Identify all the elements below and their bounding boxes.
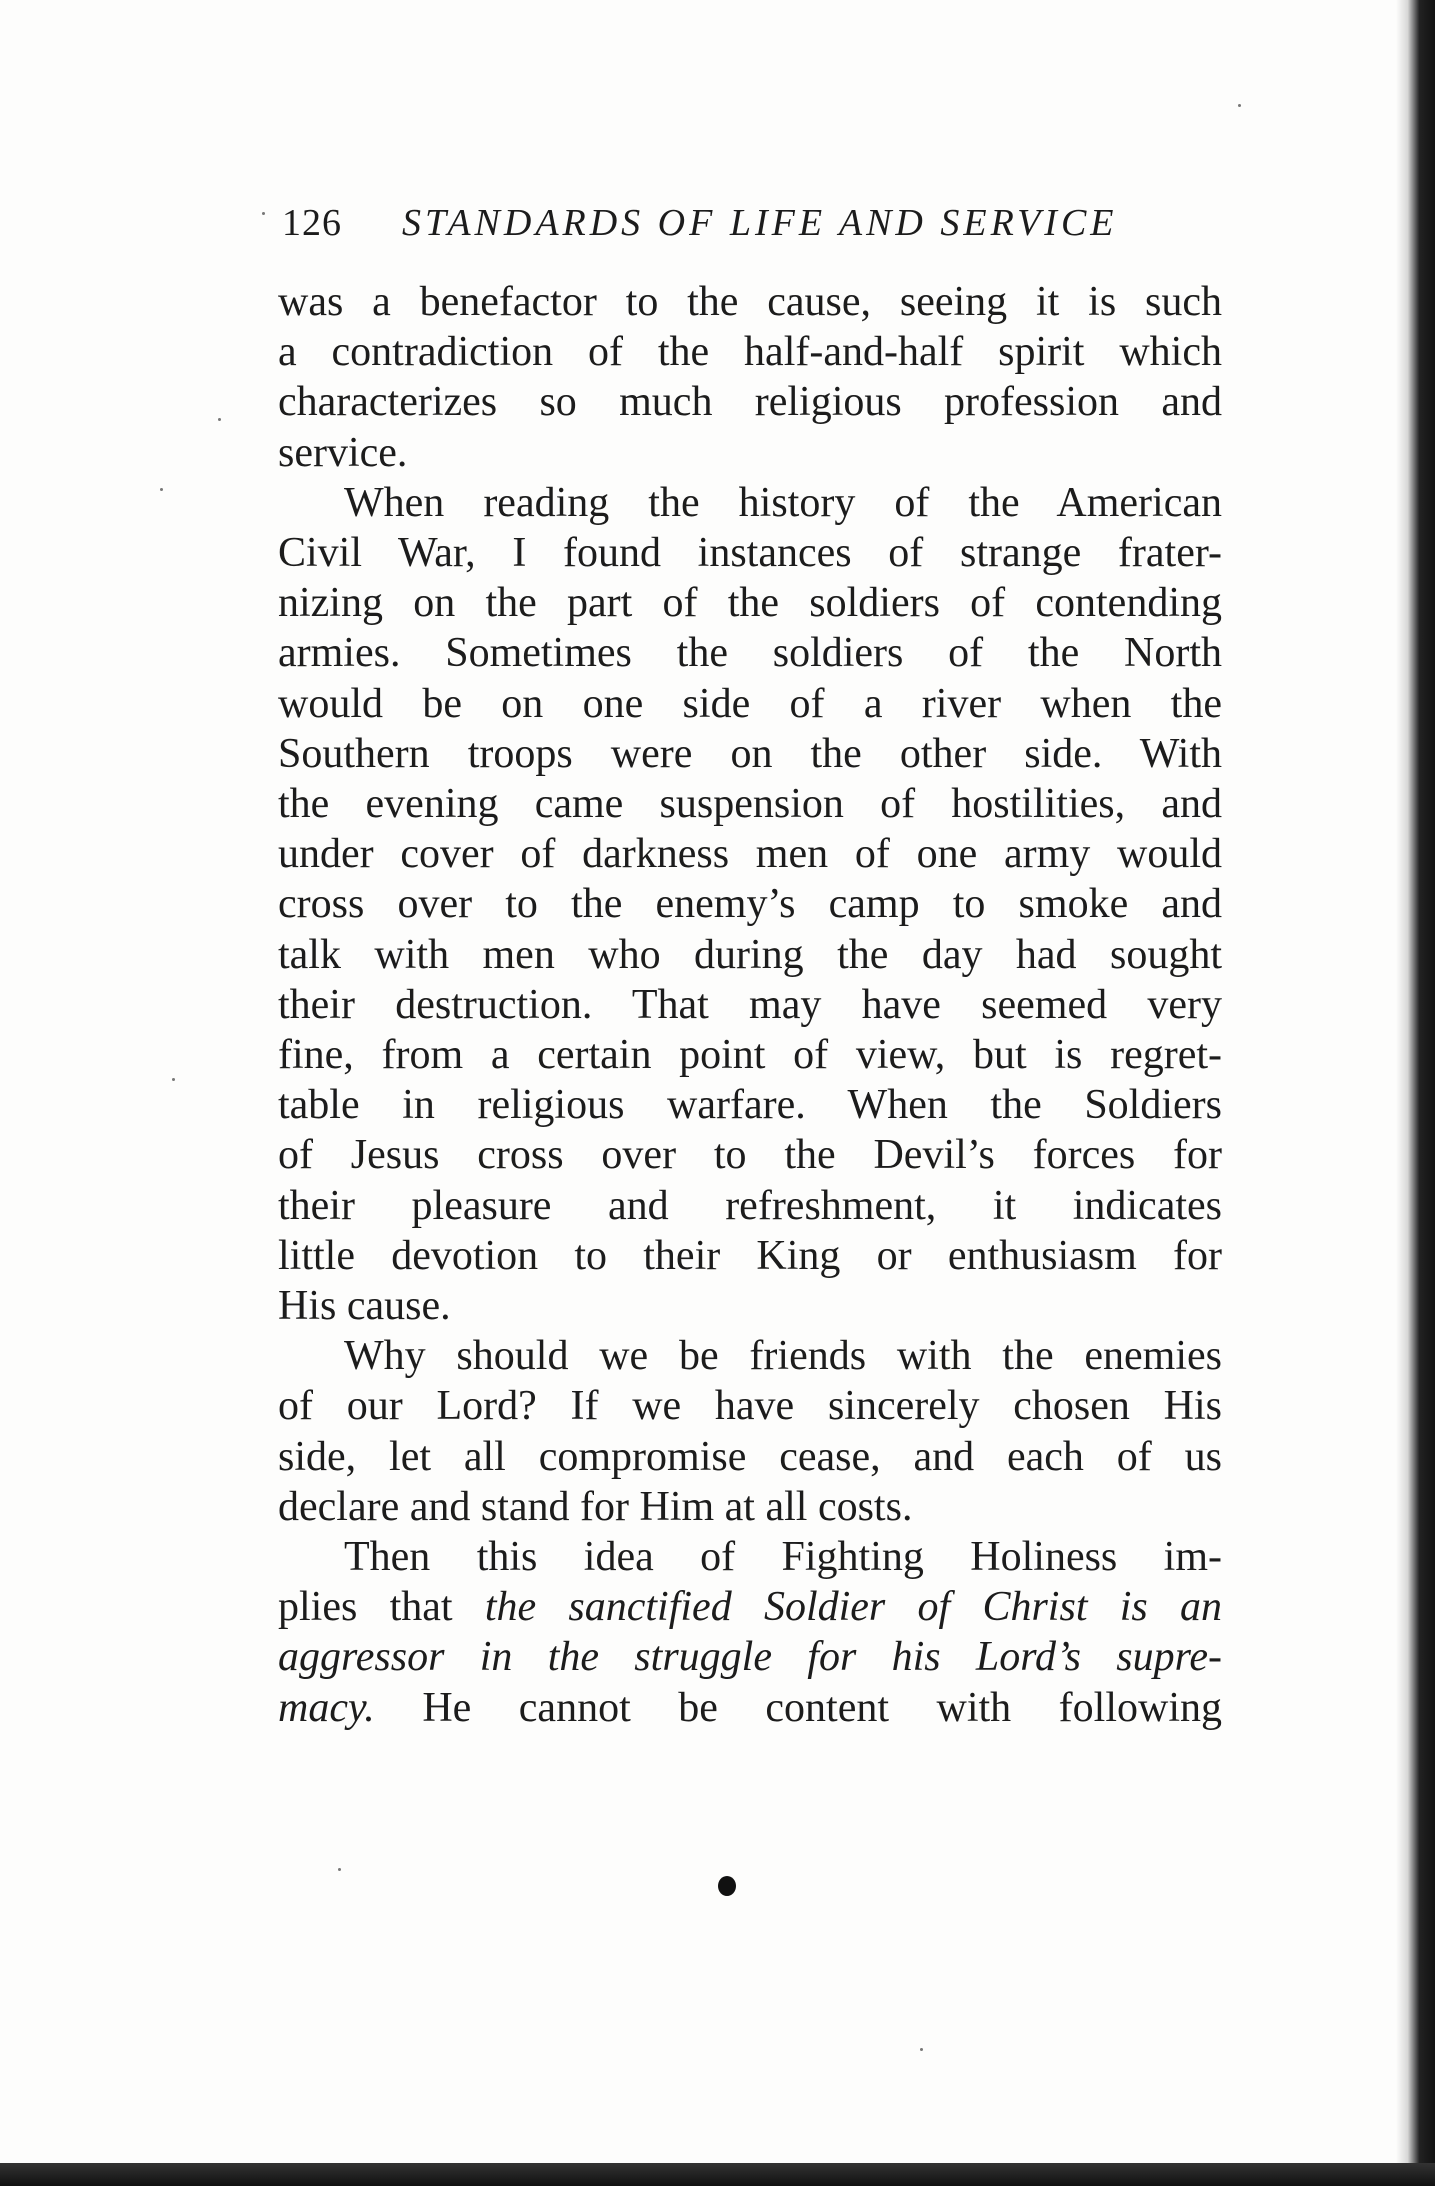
paragraph-1 — [278, 277, 1222, 478]
paper-speck — [218, 418, 221, 421]
text-line: Southern troops were on the other side. With — [278, 730, 1222, 777]
paper-speck — [1238, 104, 1241, 107]
paragraph-2 — [278, 478, 1222, 1331]
text-line: table in religious warfare. When the Soldiers — [278, 1082, 1222, 1129]
running-head — [282, 200, 1222, 246]
text-line: Civil War, I found instances of strange frater- — [278, 530, 1222, 577]
text-line: the evening came suspension of hostilities, and — [278, 781, 1222, 828]
italic-text: aggressor in the struggle for his Lord’s supre- — [278, 1634, 1222, 1681]
book-title: STANDARDS OF LIFE AND SERVICE — [402, 202, 1118, 244]
text-line: service. — [278, 429, 408, 476]
text-line: their destruction. That may have seemed very — [278, 981, 1222, 1028]
paragraph-3 — [278, 1331, 1222, 1532]
text-line: talk with men who during the day had sought — [278, 931, 1222, 978]
text-line: His cause. — [278, 1283, 451, 1330]
text-line: Then this idea of Fighting Holiness im- — [344, 1534, 1222, 1581]
text-line: a contradiction of the half-and-half spirit which — [278, 329, 1222, 376]
printer-mark-dot — [718, 1876, 736, 1896]
italic-text: macy. — [278, 1684, 375, 1731]
text-line: little devotion to their King or enthusiasm for — [278, 1232, 1222, 1279]
paper-speck — [160, 488, 163, 491]
paper-speck — [172, 1078, 175, 1081]
page-bottom-edge — [0, 2163, 1435, 2186]
text-line: fine, from a certain point of view, but is regret- — [278, 1032, 1222, 1079]
text-line: When reading the history of the American — [344, 479, 1222, 526]
paragraph-4 — [278, 1532, 1222, 1733]
text-line — [278, 1632, 1222, 1682]
text-line — [278, 1683, 1222, 1733]
paper-speck — [262, 212, 265, 215]
text-run: plies that — [278, 1584, 453, 1631]
page-edge-shadow — [1396, 0, 1435, 2186]
text-line: would be on one side of a river when the — [278, 680, 1222, 727]
italic-text: the sanctified Soldier of Christ is an — [484, 1584, 1223, 1631]
paper-speck — [338, 1868, 341, 1871]
text-line: characterizes so much religious profession and — [278, 379, 1222, 426]
paper-speck — [920, 2048, 923, 2051]
text-line: declare and stand for Him at all costs. — [278, 1483, 913, 1530]
text-line: of our Lord? If we have sincerely chosen His — [278, 1383, 1222, 1430]
text-line: nizing on the part of the soldiers of contending — [278, 580, 1222, 627]
text-line: cross over to the enemy’s camp to smoke and — [278, 881, 1222, 928]
text-line: armies. Sometimes the soldiers of the North — [278, 630, 1222, 677]
text-line: Why should we be friends with the enemies — [344, 1333, 1222, 1380]
text-line — [278, 1582, 1222, 1632]
text-line: under cover of darkness men of one army would — [278, 831, 1222, 878]
text-line: of Jesus cross over to the Devil’s forces for — [278, 1132, 1222, 1179]
page-number: 126 — [282, 202, 342, 244]
text-run: He cannot be content with following — [422, 1684, 1223, 1731]
text-line: was a benefactor to the cause, seeing it is such — [278, 279, 1222, 325]
text-line: side, let all compromise cease, and each of us — [278, 1433, 1222, 1480]
body-text — [278, 277, 1222, 1733]
text-line: their pleasure and refreshment, it indicates — [278, 1182, 1222, 1229]
